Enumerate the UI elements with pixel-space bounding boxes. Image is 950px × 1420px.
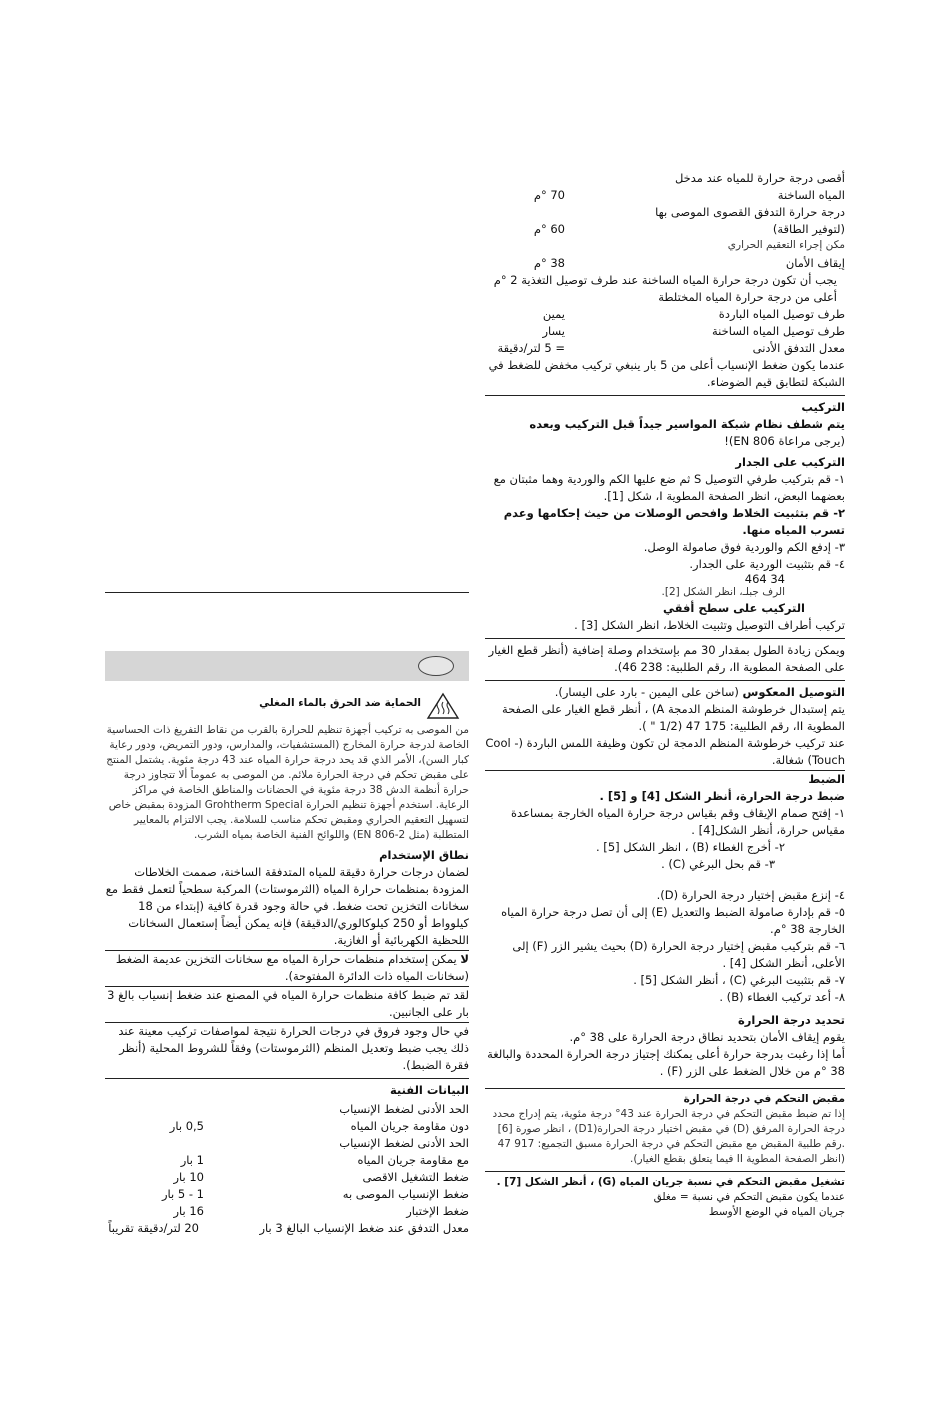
divider bbox=[485, 680, 845, 681]
reverse-sub: (ساخن على اليمين - بارد على اليسار). bbox=[554, 685, 739, 699]
horiz-text: تركيب أطراف التوصيل وتثبيت الخلاط، انظر الشكل [3] . bbox=[574, 618, 845, 632]
language-badge bbox=[418, 656, 454, 676]
use-no: لا bbox=[460, 952, 469, 966]
tech-row: الحد الأدنى لضغط الإنسياب bbox=[339, 1102, 469, 1116]
tech-row: مع مقاومة جريان المياه 1 بار bbox=[180, 1153, 469, 1167]
supply-note: يجب أن تكون درجة حرارة المياه الساخنة عند طرف توصيل التغذية 2 °م أعلى من درجة حرارة المياه المختلطة bbox=[493, 273, 837, 304]
knob-title: مقبض التحكم في درجة الحرارة bbox=[683, 1093, 845, 1105]
flow-line-2: جريان المياه في الوضع الأوسط bbox=[708, 1206, 845, 1218]
wall-title: التركيب على الجدار bbox=[735, 455, 845, 469]
flush-note: يتم شطف نظام شبكة المواسير جيداً قبل التركيب وبعده bbox=[529, 417, 845, 431]
tech-row: الحد الأدنى لضغط الإنسياب bbox=[339, 1136, 469, 1150]
temp-step: ٥- قم بإدارة صامولة الضبط والتعديل (E) إلى أن تصل درجة حرارة المياه الخارجة 38 °م. bbox=[501, 905, 845, 936]
divider bbox=[485, 638, 845, 639]
temp-step: ٨- أعد تركيب الغطاء (B) . bbox=[719, 990, 845, 1004]
temp-adjust-title: ضبط درجة الحرارة، أنظر الشكل [4] و [5] . bbox=[599, 789, 845, 803]
reverse-title: التوصيل المعكوس bbox=[742, 685, 845, 699]
tech-row: ضغط التشغيل الاقصى 10 بار bbox=[173, 1170, 469, 1184]
temp-step: ٧- قم بتثبيت البرغي (C) ، أنظر الشكل [5] . bbox=[633, 973, 845, 987]
conn-row: طرف توصيل المياه الساخنة يسار bbox=[542, 324, 845, 338]
tech-title: البيانات الفنية bbox=[389, 1083, 469, 1097]
divider bbox=[485, 395, 845, 396]
use-text-3: لقد تم ضبط كافة منظمات حرارة المياه في المصنع عند ضغط إنسياب بالغ 3 بار على الجانبين. bbox=[107, 988, 469, 1019]
divider bbox=[485, 1171, 845, 1172]
spec-row: إيقاف الأمان 38 °م bbox=[533, 256, 845, 270]
conn-row: طرف توصيل المياه الباردة يمين bbox=[542, 307, 845, 321]
use-text-2-body: يمكن إستخدام منظمات حرارة المياه مع سخانات التخزين عديمة الضغط (سخانات المياه ذات الدائرة المفتوحة). bbox=[115, 952, 469, 983]
limit-title: تحديد درجة الحرارة bbox=[737, 1013, 845, 1027]
conn-row: معدل التدفق الأدنى = 5 لتر/دقيقة bbox=[497, 341, 845, 355]
use-text-4: في حال وجود فروق في درجات الحرارة نتيجة لمواصفات تركيب معينة عند ذلك يجب ضبط وتعديل المنظم (الثرموستات) وفقاً للشروط المحلية (أنظر فقرة الضبط). bbox=[118, 1024, 469, 1072]
flow-line: عندما يكون مقبض التحكم في نسبة = مغلق bbox=[653, 1191, 845, 1203]
temp-step: ١- إفتح صمام الإيقاف وقم بقياس درجة حرارة المياه الخارجة بمساعدة مقياس حرارة، أنظر الشكل[4] . bbox=[511, 806, 845, 837]
right-column bbox=[485, 170, 845, 1220]
tech-row: معدل التدفق عند ضغط الإنسياب البالغ 3 بار 20 لتر/دقيقة تقريباً bbox=[108, 1221, 469, 1235]
extension-note: ويمكن زيادة الطول بمقدار 30 مم بإستخدام وصلة إضافية (أنظر قطع الغيار على الصفحة المطوية II، رقم الطلبية: 238 46). bbox=[488, 643, 845, 674]
fig2-note: الرف جبلـ، انظر الشكل [2]. bbox=[661, 586, 785, 598]
wall-step: ٤- قم بتثبيت الوردية على الجدار. bbox=[689, 557, 845, 571]
spec-row: درجة حرارة التدفق القصوى الموصى بها bbox=[655, 205, 845, 219]
wall-step: ٣- إدفع الكم والوردية فوق صامولة الوصل. bbox=[643, 540, 845, 554]
hazard-title: الحماية ضد الحرق بالماء المغلي bbox=[259, 697, 421, 709]
horiz-title: التركيب على سطح أفقي bbox=[662, 601, 805, 615]
temp-step: ٣- قم بحل البرغي (C) . bbox=[661, 857, 775, 871]
use-title: نطاق الإستخدام bbox=[379, 848, 469, 862]
flush-ref: (يرجى مراعاة EN 806)! bbox=[724, 434, 845, 448]
spec-row: المياه الساخنة 70 °م bbox=[533, 188, 845, 202]
tech-row: ضغط الإختبار 16 بار bbox=[173, 1204, 469, 1218]
divider bbox=[105, 1078, 469, 1079]
tech-spec-list bbox=[105, 1101, 469, 1237]
pressure-note: عندما يكون ضغط الإنسياب أعلى من 5 بار ينبغي تركيب مخفض للضغط في الشبكة لتطابق قيم الضوضاء. bbox=[488, 358, 845, 389]
use-text: لضمان درجات حرارة دقيقة للمياه المتدفقة الساخنة، صممت الخلاطات المزودة بمنظمات حرارة المياه (الثرموستات) المركبة سطحياً لتعمل فقط مع سخانات التخزين تحت ضغط. في حالة وجود قدرة كافية (إبتداء من 18 كيلوواط أو 250 كيلوكالوري/الدقيقة) فإنه يمكن أيضاً إستعمال السخانات اللحظية الكهربائية أو الغازية. bbox=[105, 865, 469, 947]
left-column bbox=[105, 696, 469, 1237]
spec-row: أقصى درجة حرارة للمياه عند مدخل bbox=[674, 171, 845, 185]
spec-list bbox=[485, 170, 845, 272]
temp-step: ٤- إنزع مقبض إختيار درجة الحرارة (D). bbox=[656, 888, 845, 902]
left-top-rule bbox=[105, 592, 469, 593]
reverse-text: يتم إستبدال خرطوشة المنظم الدمجة A) ، أنظر قطع الغيار على الصفحة المطوية II، رقم الطلبية: 175 47 (1/2 " ). bbox=[501, 702, 845, 733]
section-band bbox=[105, 651, 469, 681]
spec-row: (لتوفير الطاقة) 60 °م bbox=[533, 222, 845, 236]
flow-title: تشغيل مقبض التحكم في نسبة جريان المياه (G) ، أنظر الشكل [7] . bbox=[496, 1176, 845, 1188]
divider bbox=[485, 1088, 845, 1089]
limit-text: يقوم إيقاف الأمان بتحديد نطاق درجة الحرارة على 38 °م. bbox=[569, 1030, 845, 1044]
temp-step: ٦- قم بتركيب مقبض إختيار درجة الحرارة (D) بحيث يشير الزر (F) إلى الأعلى، أنظر الشكل [4] . bbox=[512, 939, 845, 970]
spec-row: مكن إجراء التعقيم الحراري bbox=[727, 239, 845, 251]
use-text-2 bbox=[105, 951, 469, 985]
limit-text-2: أما إذا رغبت بدرجة حرارة أعلى يمكنك إجتياز درجة الحرارة المحددة والبالغة 38 °م من خلال الضغط على الزر (F) . bbox=[487, 1047, 845, 1078]
part-number: 34 464 bbox=[744, 572, 785, 586]
temp-step: ٢- أخرج الغطاء (B) ، انظر الشكل [5] . bbox=[596, 840, 785, 854]
reverse-heading bbox=[485, 684, 845, 701]
wall-step: ٢- قم بتثبيت الخلاط وافحص الوصلات من حيث إحكامها وعدم تسرب المياه منها. bbox=[503, 506, 845, 537]
adjust-title: الضبط bbox=[808, 772, 845, 786]
tech-row: دون مقاومة جريان المياه 0,5 بار bbox=[169, 1119, 469, 1133]
tech-row: ضغط الإنسياب الموصى به 1 - 5 بار bbox=[161, 1187, 469, 1201]
cool-touch-note: عند تركيب خرطوشة المنظم الدمجة لن تكون وظيفة اللمس الباردة (Cool -Touch) شغالة. bbox=[485, 736, 845, 767]
hazard-text: من الموصى به تركيب أجهزة تنظيم للحرارة بالقرب من نقاط التفريغ ذات الحساسية الخاصة لدرجة حرارة المخارج (المستشفيات، والمدارس، ودور التمريض، ودور رعاية كبار السن)، الأمر الذي قد يحد درجة حرارة المياه عند 43 درجة مئوية. يشتمل المنتج على مقبض تحكم في درجة الحرارة ملائم. من الموصى به عموماً ألا تتجاوز درجة حرارة أنظمة الدش 38 درجة مئوية في الحضانات والمناطق الخاصة في مراكز الرعاية. استخدم أجهزة تنظيم الحرارة Grohtherm Special المزودة بمقبض خاص لتسهيل التعقيم الحراري ومقبض تحكم مناسب للسلامة. يجب الالتزام بالمعايير المتطلبة (مثل EN 806-2) واللوائح الفنية الخاصة بمياه الشرب. bbox=[106, 724, 469, 841]
wall-step: ١- قم بتركيب طرفي التوصيل S ثم ضع عليها الكم والوردية وهما مثبتان مع بعضهما البعض، انظر الصفحة المطوية I، شكل [1]. bbox=[493, 472, 845, 503]
knob-text: إذا تم ضبط مقبض التحكم في درجة الحرارة عند 43° درجة مئوية، يتم إدراج محدد درجة الحرارة المرفق (D) في مقبض اختيار درجة الحرارة(D1) ، انظر صورة [6] .رقم طلبية المقبض مع مقبض التحكم في درجة الحرارة مسبق التجميع: 917 47 (انظر الصفحة المطوية II فيما يتعلق بقطع الغيار). bbox=[492, 1108, 845, 1165]
install-title: التركيب bbox=[801, 400, 845, 414]
